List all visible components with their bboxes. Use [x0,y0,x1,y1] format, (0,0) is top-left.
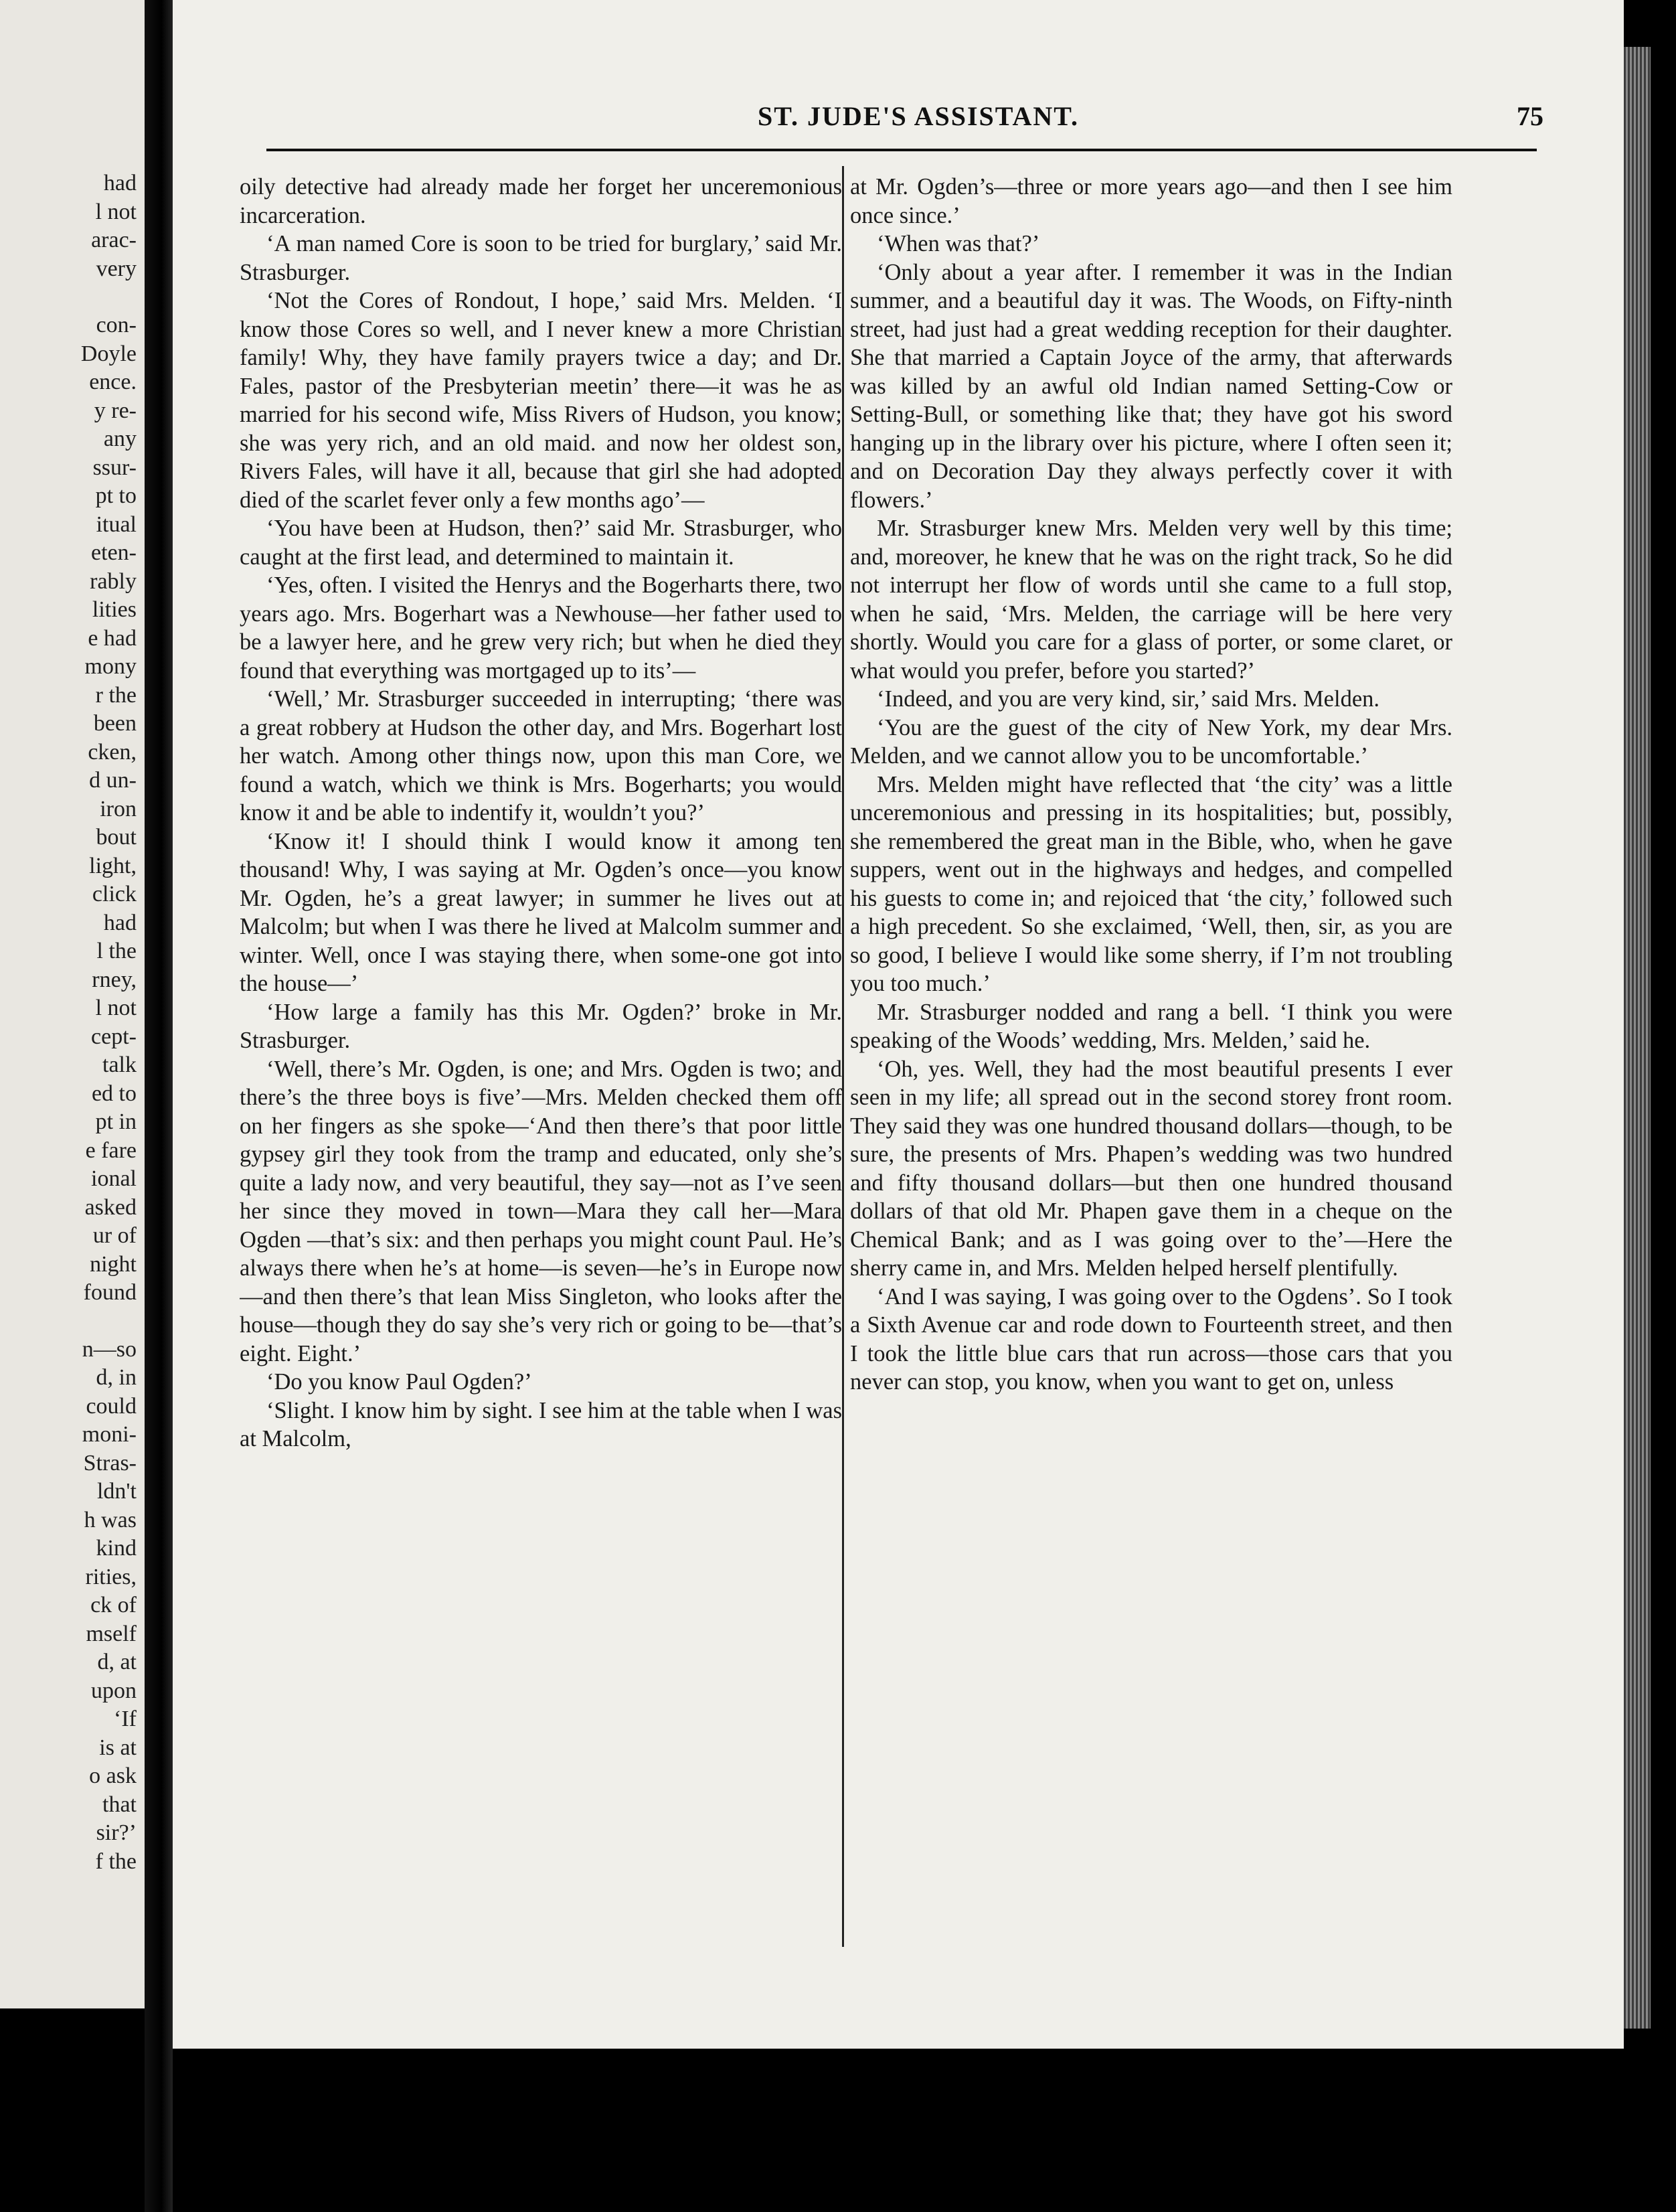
previous-page-text-fragment: ed to [91,1081,137,1106]
previous-page-text-fragment: found [83,1280,137,1305]
previous-page-text-fragment: that [102,1792,137,1817]
paragraph: ‘Slight. I know him by sight. I see him at the table when I was at Malcolm, [240,1397,842,1451]
paragraph: ‘Only about a year after. I remember it was in the Indian summer, and a beautiful day it was. The Woods, on Fifty-ninth street, had just had a great wedding reception for their daughter. She that married a Captain Joyce of the army, that afterwards was killed by an awful old Indian named Setting-Cow or Setting-Bull, or something like that; they have got his sword hanging up in the library over his picture, where I often seen it; and on Decoration Day they always perfectly cover it with flowers.’ [850,259,1452,513]
paragraph: ‘Not the Cores of Rondout, I hope,’ said Mrs. Melden. ‘I know those Cores so well, and I never knew a more Christian family! Why, they have family prayers twice a day; and Dr. Fales, pastor of the Presbyterian meetin’ there—it was he as married for his second wife, Miss Rivers of Hudson, you know; she was yery rich, and an old maid. and now her oldest son, Rivers Fales, will have it all, because that girl she had adopted died of the scarlet fever only a few months ago’— [240,288,842,513]
paragraph: ‘A man named Core is soon to be tried for burglary,’ said Mr. Strasburger. [240,231,842,285]
previous-page-text-fragment: had [103,910,137,935]
previous-page-text-fragment: any [103,426,137,451]
previous-page-text-fragment: l not [95,199,137,224]
header-rule [266,149,1537,151]
previous-page-text-fragment: ssur- [92,455,137,480]
previous-page-text-fragment: e fare [85,1137,137,1163]
previous-page-text-fragment: l not [95,996,137,1020]
paragraph: oily detective had already made her forget her unceremonious incarceration. [240,174,842,228]
column-rule [842,166,844,1947]
paragraph: ‘Oh, yes. Well, they had the most beautiful presents I ever seen in my life; all spread out in the second storey front room. They said they was one hundred thousand dollars—though, to be sure, the presents of Mrs. Phapen’s wedding was two hundred and fifty thousand dollars—but then one hundred thousand dollars of that old Mr. Phapen gave them in a cheque on the Chemical Bank; and as I was going over to the’—Here the sherry came in, and Mrs. Melden helped herself plentifully. [850,1056,1452,1281]
paragraph: ‘And I was saying, I was going over to the Ogdens’. So I took a Sixth Avenue car and rode down to Fourteenth street, and then I took the little blue cars that run across—those cars that you never can stop, you know, when you want to get on, unless [850,1283,1452,1395]
previous-page-text-fragment: d, in [96,1365,137,1390]
previous-page-text-fragment: light, [89,853,137,878]
paragraph: ‘Well,’ Mr. Strasburger succeeded in interrupting; ‘there was a great robbery at Hudson the other day, and Mrs. Bogerhart lost her watch. Among other things now, upon this man Core, we found a watch, which we think is Mrs. Bogerharts; you would know it and be able to indentify it, wouldn’t you?’ [240,686,842,825]
paragraph: at Mr. Ogden’s—three or more years ago—and then I see him once since.’ [850,174,1452,228]
previous-page-text-fragment: click [92,882,137,906]
previous-page-text-fragment: d, at [97,1650,137,1674]
previous-page-text-fragment: Stras- [83,1450,137,1476]
previous-page-text-fragment: talk [102,1052,137,1077]
previous-page-text-fragment: arac- [91,228,137,252]
previous-page-text-fragment: been [93,711,137,736]
previous-page-text-fragment: ‘If [114,1707,137,1731]
paragraph: Mr. Strasburger nodded and rang a bell. ‘I think you were speaking of the Woods’ wedding, Mrs. Melden,’ said he. [850,999,1452,1053]
right-column [850,173,1452,1974]
previous-page-text-fragment: kind [96,1536,137,1561]
paragraph: ‘Know it! I should think I would know it among ten thousand! Why, I was saying at Mr. Ogden’s once—you know Mr. Ogden, he’s a great lawyer; in summer he lives out at Malcolm; but when I was there he lived at Malcolm summer and winter. Well, once I was staying there, when some-one got into the house—’ [240,828,842,996]
paragraph: ‘Do you know Paul Ogden?’ [266,1369,532,1395]
previous-page-text-fragment: itual [96,511,137,537]
previous-page-text-fragment: rities, [85,1564,137,1589]
previous-page-text-fragment: Doyle [80,341,137,366]
previous-page-text-fragment: r the [95,682,137,708]
previous-page-text-fragment: ck of [90,1593,137,1617]
paragraph: Mrs. Melden might have reflected that ‘the city’ was a little unceremonious and pressing in its hospitalities; but, possibly, she remembered the great man in the Bible, who, when he gave suppers, went out in the highways and hedges, and compelled his guests to come in; and rejoiced that ‘the city,’ followed such a high precedent. So she exclaimed, ‘Well, then, sir, as you are so good, I believe I would like some sherry, if I’m not troubling you too much.’ [850,771,1452,996]
previous-page-text-fragment: is at [99,1735,137,1760]
previous-page-text-fragment: ence. [89,370,137,394]
paragraph: Mr. Strasburger knew Mrs. Melden very well by this time; and, moreover, he knew that he was on the right track, So he did not interrupt her flow of words until she came to a full stop, when he said, ‘Mrs. Melden, the carriage will be here very shortly. Would you care for a glass of porter, or some claret, or what would you prefer, before you started?’ [850,516,1452,684]
previous-page-text-fragment: had [103,171,137,195]
previous-page-text-fragment: e had [88,625,137,651]
running-title: ST. JUDE'S ASSISTANT. [758,101,1079,131]
previous-page-text-fragment: con- [96,313,137,337]
previous-page-text-fragment: ldn't [96,1479,137,1504]
previous-page-text-fragment: h was [84,1507,137,1532]
previous-page-text-fragment: y re- [94,398,137,423]
paragraph: ‘Indeed, and you are very kind, sir,’ said Mrs. Melden. [877,686,1380,712]
page-stack-edge [1624,47,1651,2029]
previous-page-text-fragment: mself [86,1621,137,1646]
previous-page-text-fragment: pt in [95,1109,137,1134]
page-number: 75 [1517,101,1543,131]
previous-page-text-fragment: eten- [91,540,137,565]
previous-page-text-fragment: d un- [89,768,137,793]
previous-page-text-fragment: cept- [91,1024,137,1049]
book-gutter [145,0,173,2212]
paragraph: ‘When was that?’ [877,231,1040,256]
previous-page-text-fragment: bout [96,825,137,850]
left-column [240,173,842,1974]
previous-page-text-fragment: could [86,1393,137,1419]
previous-page-text-fragment: l the [96,939,137,963]
paragraph: ‘You have been at Hudson, then?’ said Mr. Strasburger, who caught at the first lead, and determined to maintain it. [240,516,842,570]
previous-page-text-fragment: lities [92,597,137,622]
previous-page-text-fragment: night [90,1251,137,1277]
previous-page-text-fragment: ur of [92,1223,137,1248]
previous-page-edge [0,0,145,2008]
previous-page-text-fragment: f the [95,1848,137,1874]
previous-page-text-fragment: n—so [82,1336,137,1362]
previous-page-text-fragment: moni- [82,1422,137,1447]
previous-page-text-fragment: ional [91,1166,137,1191]
previous-page-text-fragment: very [96,256,137,281]
previous-page-text-fragment: mony [84,654,137,679]
previous-page-text-fragment: sir?’ [96,1820,137,1845]
previous-page-text-fragment: pt to [95,483,137,508]
paragraph: ‘You are the guest of the city of New York, my dear Mrs. Melden, and we cannot allow you to be uncomfortable.’ [850,714,1452,769]
previous-page-text-fragment: rably [90,568,137,594]
previous-page-text-fragment: cken, [88,739,137,765]
book-page [173,0,1624,2049]
previous-page-text-fragment: iron [100,796,137,821]
running-header [253,100,1584,143]
previous-page-text-fragment: upon [91,1678,137,1703]
paragraph: ‘How large a family has this Mr. Ogden?’ broke in Mr. Strasburger. [240,999,842,1053]
paragraph: ‘Well, there’s Mr. Ogden, is one; and Mrs. Ogden is two; and there’s the three boys is five’—Mrs. Melden checked them off on her fingers as she spoke—‘And then there’s that poor little gypsey girl they took from the tramp and educated, only she’s quite a lady now, and very beautiful, they say—not as I’ve seen her since they moved in town—Mara they call her—Mara Ogden —that’s six: and then perhaps you might count Paul. He’s always there when he’s at home—is seven—he’s in Europe now—and then there’s that lean Miss Singleton, who looks after the house—though they do say she’s very rich or going to be—that’s eight. Eight.’ [240,1056,842,1366]
previous-page-text-fragment: rney, [92,967,137,992]
previous-page-text-fragment: o ask [89,1763,137,1788]
paragraph: ‘Yes, often. I visited the Henrys and the Bogerharts there, two years ago. Mrs. Bogerhart was a Newhouse—her father used to be a lawyer here, and he grew very rich; but when he died they found that everything was mortgaged up to its’— [240,572,842,684]
previous-page-text-fragment: asked [84,1194,137,1220]
